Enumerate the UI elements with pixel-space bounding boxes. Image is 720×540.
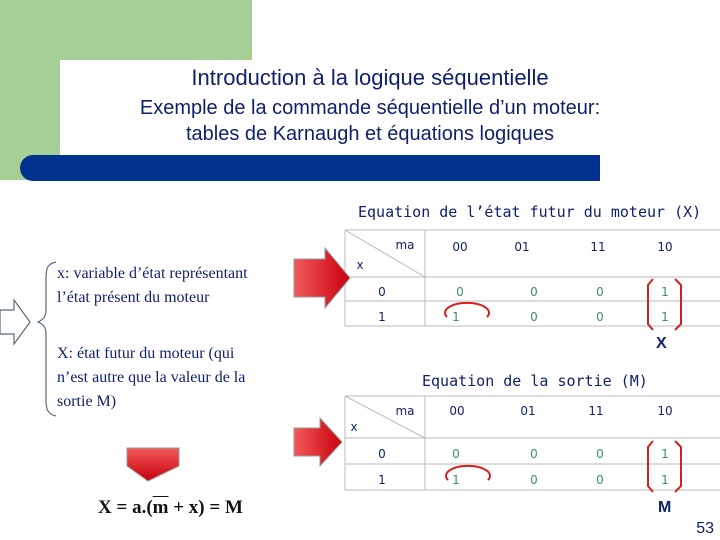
equation-rhs: M: [224, 497, 243, 518]
left-brace-icon: [38, 262, 56, 416]
x-definition-line-2: l’état présent du moteur: [57, 289, 210, 306]
equation-dot: .: [141, 497, 147, 518]
circle-m-row1-col00: [446, 466, 490, 480]
table-x-cell: 1: [661, 310, 669, 324]
table-m-cell: 0: [530, 473, 538, 487]
equation-x: x: [188, 497, 199, 518]
table-x-col-header: 00: [452, 240, 468, 254]
page-number: 53: [696, 520, 714, 537]
table-m-cell: 0: [596, 447, 604, 461]
table-m-corner-top: ma: [395, 404, 415, 418]
table-m-result-label: M: [658, 499, 672, 516]
equation-close-paren: ): [198, 497, 205, 518]
equation-lhs: X: [98, 497, 112, 518]
equation-equals: =: [116, 497, 128, 518]
table-m-corner-left: x: [350, 420, 358, 434]
arrow-right-icon-lower: [294, 418, 342, 466]
table-x-cell: 0: [456, 285, 464, 299]
table-m-col-header: 10: [657, 404, 673, 418]
table-x-result-label: X: [656, 335, 667, 352]
table-x-title: Equation de l’état futur du moteur (X): [358, 203, 702, 221]
equation-plus: +: [173, 497, 185, 518]
table-m-cell: 1: [452, 473, 460, 487]
table-m-cell: 1: [661, 473, 669, 487]
table-x-cell: 0: [596, 310, 604, 324]
X-definition-line-3: sortie M): [57, 393, 117, 410]
table-x-row-label: 1: [378, 310, 386, 324]
table-x-col-header: 01: [514, 240, 530, 254]
table-m-cell: 0: [596, 473, 604, 487]
table-x-grouping-circles: [445, 279, 681, 330]
table-m-row-label: 1: [378, 473, 386, 487]
table-x-cell: 0: [530, 310, 538, 324]
table-m-col-header: 01: [520, 404, 536, 418]
subtitle-line-1: Exemple de la commande séquentielle d’un moteur:: [139, 97, 601, 119]
bracket-x-col10-left: [648, 279, 653, 330]
equation-equals-2: =: [209, 497, 221, 518]
slide-title: Introduction à la logique séquentielle: [191, 65, 549, 90]
table-x-col-header: 10: [657, 240, 673, 254]
X-definition-line-1: X: état futur du moteur (qui: [57, 345, 235, 362]
table-x-cell: 1: [452, 310, 460, 324]
hollow-arrow-icon: [0, 300, 30, 344]
table-m-col-header: 11: [588, 404, 604, 418]
X-definition-line-2: n’est autre que la valeur de la: [57, 369, 246, 386]
table-x-col-header: 11: [590, 240, 606, 254]
bracket-m-col10-right: [675, 441, 681, 492]
equation-a: a: [132, 497, 142, 518]
table-x-cell: 1: [661, 285, 669, 299]
bracket-m-col10-left: [648, 441, 653, 492]
table-m-cell: 0: [452, 447, 460, 461]
circle-x-row1-col00: [445, 303, 489, 317]
table-m-title: Equation de la sortie (M): [422, 372, 648, 390]
table-m-cell: 0: [530, 447, 538, 461]
equation-open-paren: (: [146, 497, 153, 518]
table-x-row-label: 0: [378, 285, 386, 299]
table-x-cell: 0: [596, 285, 604, 299]
bracket-x-col10-right: [675, 279, 681, 330]
table-m-corner-diagonal: [345, 396, 425, 438]
table-x-cell: 0: [530, 285, 538, 299]
table-m-cell: 1: [661, 447, 669, 461]
table-x-grid: [345, 230, 720, 326]
equation-m-bar: $\overline{m}$: [152, 497, 169, 518]
table-x-corner-diagonal: [345, 230, 425, 277]
subtitle-line-2: tables de Karnaugh et équations logiques: [185, 123, 555, 145]
arrow-right-icon: [294, 248, 350, 308]
table-x-corner-top: ma: [395, 238, 415, 252]
table-m-row-label: 0: [378, 447, 386, 461]
table-m-grouping-circles: [446, 441, 681, 492]
table-m-grid: [345, 396, 720, 490]
x-definition-line-1: x: variable d’état représentant: [57, 265, 248, 282]
table-m-col-header: 00: [449, 404, 465, 418]
table-x-corner-left: x: [356, 258, 364, 272]
arrow-down-icon: [127, 448, 179, 481]
